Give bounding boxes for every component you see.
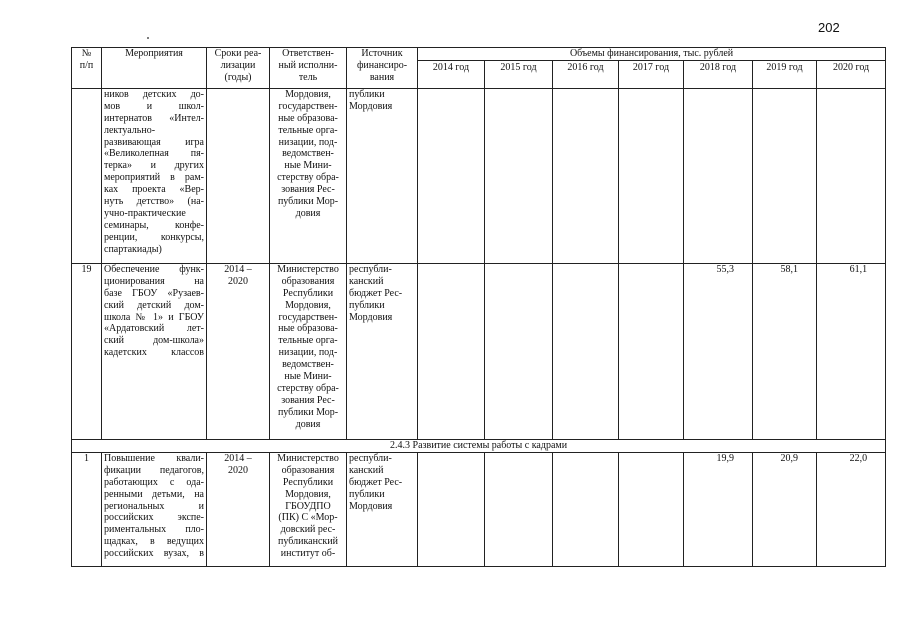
value-2017: [619, 263, 684, 439]
row-source: республи- канский бюджет Рес- публики Мордовия: [347, 263, 418, 439]
financing-table: [71, 47, 886, 567]
value-2020: 22,0: [817, 452, 886, 566]
value-2019: 20,9: [753, 452, 817, 566]
header-source: Источник финансиро- вания: [347, 48, 418, 89]
value-2020: 61,1: [817, 263, 886, 439]
value-2016: [553, 88, 619, 263]
table-row: [72, 452, 886, 566]
page-number: 202: [818, 20, 840, 35]
value-2017: [619, 452, 684, 566]
value-2015: [485, 88, 553, 263]
row-executor: Мордовия, государствен- ные образова- тельные орга- низации, под- ведомствен- ные Мини- стерству обра- зования Рес- публики Мор- довия: [270, 88, 347, 263]
row-source: публики Мордовия: [347, 88, 418, 263]
header-num: № п/п: [72, 48, 102, 89]
value-2018: 55,3: [684, 263, 753, 439]
value-2019: [753, 88, 817, 263]
header-year-2016: 2016 год: [553, 60, 619, 88]
value-2014: [418, 88, 485, 263]
header-financing: Объемы финансирования, тыс. рублей: [418, 48, 886, 61]
row-event: ников детских до- мов и школ- интернатов «Интел- лектуально- развивающая игра «Великолепная пя- терка» и других мероприятий в рам- ках проекта «Вер- нуть детство» (на- учно-практические семинары, конфе- ренции, конкурсы, спартакиады): [102, 88, 207, 263]
value-2014: [418, 263, 485, 439]
value-2019: 58,1: [753, 263, 817, 439]
header-year-2019: 2019 год: [753, 60, 817, 88]
scan-speck: [147, 37, 149, 39]
row-num: 19: [72, 263, 102, 439]
header-event: Мероприятия: [102, 48, 207, 89]
value-2017: [619, 88, 684, 263]
value-2018: 19,9: [684, 452, 753, 566]
header-executor: Ответствен- ный исполни- тель: [270, 48, 347, 89]
section-title: 2.4.3 Развитие системы работы с кадрами: [72, 439, 886, 452]
header-year-2015: 2015 год: [485, 60, 553, 88]
row-event: Повышение квали- фикации педагогов, работающих с ода- ренными детьми, на региональных и российских экспе- риментальных пло- щадках, в ведущих российских вузах, в: [102, 452, 207, 566]
row-executor: Министерство образования Республики Мордовия, государствен- ные образова- тельные орга- низации, под- ведомствен- ные Мини- стерству обра- зования Рес- публики Мор- довия: [270, 263, 347, 439]
header-year-2017: 2017 год: [619, 60, 684, 88]
header-period: Сроки реа- лизации (годы): [207, 48, 270, 89]
header-year-2018: 2018 год: [684, 60, 753, 88]
row-source: республи- канский бюджет Рес- публики Мордовия: [347, 452, 418, 566]
row-executor: Министерство образования Республики Мордовия, ГБОУДПО (ПК) С «Мор- довский рес- публиканский институт об-: [270, 452, 347, 566]
value-2015: [485, 452, 553, 566]
value-2020: [817, 88, 886, 263]
section-row: [72, 439, 886, 452]
row-period: 2014 – 2020: [207, 263, 270, 439]
row-num: 1: [72, 452, 102, 566]
header-year-2020: 2020 год: [817, 60, 886, 88]
table-row: [72, 88, 886, 263]
value-2018: [684, 88, 753, 263]
value-2016: [553, 263, 619, 439]
value-2014: [418, 452, 485, 566]
header-year-2014: 2014 год: [418, 60, 485, 88]
row-num: [72, 88, 102, 263]
row-period: 2014 – 2020: [207, 452, 270, 566]
row-event: Обеспечение функ- ционирования на базе ГБОУ «Рузаев- ский детский дом- школа № 1» и ГБОУ «Ардатовский лет- ский дом-школа» кадетских классов: [102, 263, 207, 439]
value-2016: [553, 452, 619, 566]
value-2015: [485, 263, 553, 439]
row-period: [207, 88, 270, 263]
table-row: [72, 263, 886, 439]
